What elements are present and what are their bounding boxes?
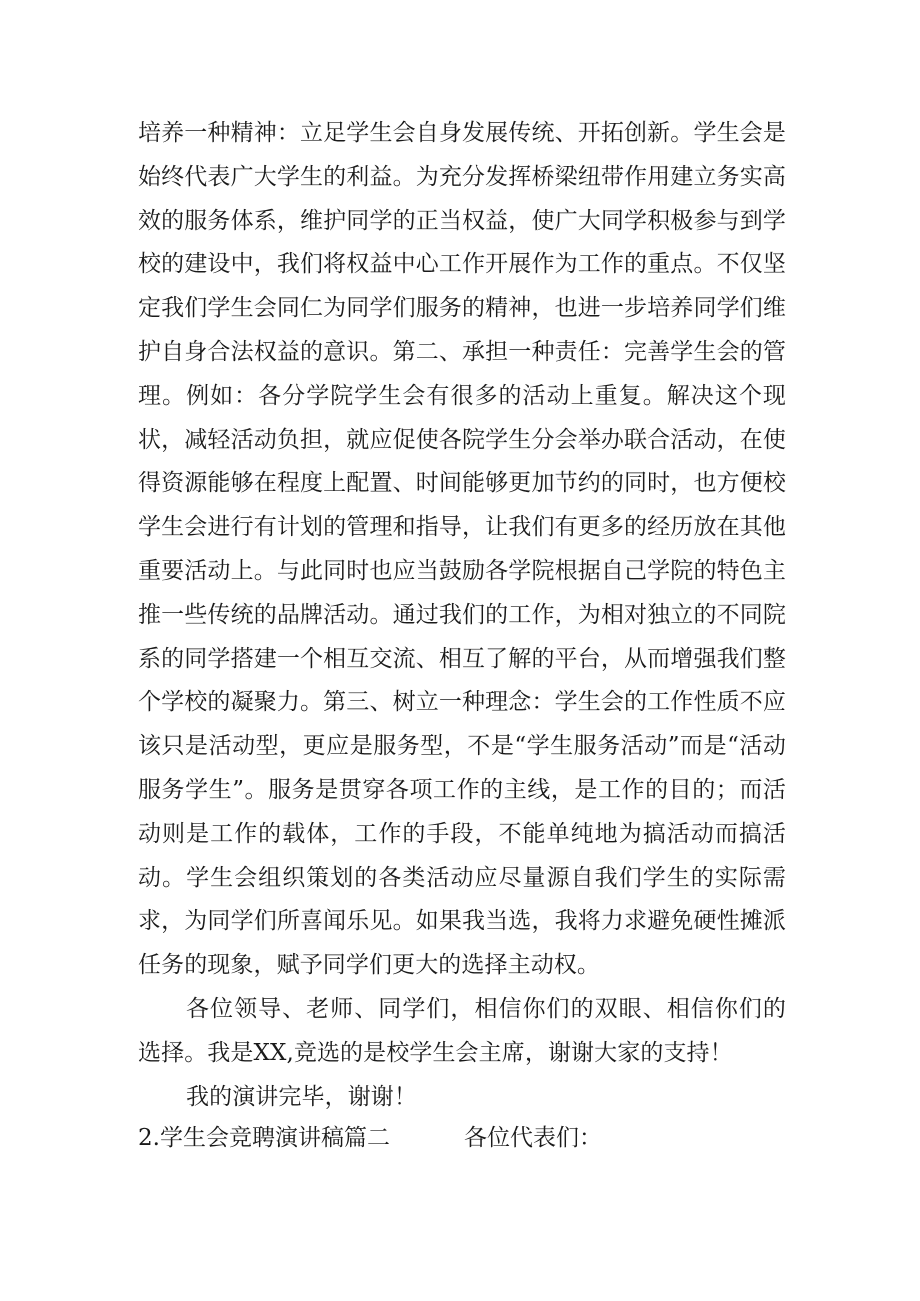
paragraph-thanks: 我的演讲完毕，谢谢！ [186,1083,417,1110]
paragraph-main: 培养一种精神：立足学生会自身发展传统、开拓创新。学生会是始终代表广大学生的利益。为充分发挥桥梁纽带作用建立务实高效的服务体系，维护同学的正当权益，使广大同学积极参与到学校的建设中，我们将权益中心工作开展作为工作的重点。不仅坚定我们学生会同仁为同学们服务的精神，也进一步培养同学们维护自身合法权益的意识。第二、承担一种责任：完善学生会的管理。例如：各分学院学生会有很多的活动上重复。解决这个现状，减轻活动负担，就应促使各院学生分会举办联合活动，在使得资源能够在程度上配置、时间能够更加节约的同时，也方便校学生会进行有计划的管理和指导，让我们有更多的经历放在其他重要活动上。与此同时也应当鼓励各学院根据自己学院的特色主推一些传统的品牌活动。通过我们的工作，为相对独立的不同院系的同学搭建一个相互交流、相互了解的平台，从而增强我们整个学校的凝聚力。第三、树立一种理念：学生会的工作性质不应该只是活动型，更应是服务型，不是“学生服务活动”而是“活动服务学生”。服务是贯穿各项工作的主线，是工作的目的；而活动则是工作的载体，工作的手段，不能单纯地为搞活动而搞活动。学生会组织策划的各类活动应尽量源自我们学生的实际需求，为同学们所喜闻乐见。如果我当选，我将力求避免硬性摊派任务的现象，赋予同学们更大的选择主动权。 [138,120,786,979]
salutation: 各位代表们： [463,1125,602,1151]
section-heading-row [138,1117,786,1160]
paragraph-closing: 各位领导、老师、同学们，相信你们的双眼、相信你们的选择。我是XX,竞选的是校学生会主席，谢谢大家的支持！ [138,995,786,1066]
document-body [138,112,786,1119]
section-heading: 2.学生会竞聘演讲稿篇二 [138,1125,390,1151]
